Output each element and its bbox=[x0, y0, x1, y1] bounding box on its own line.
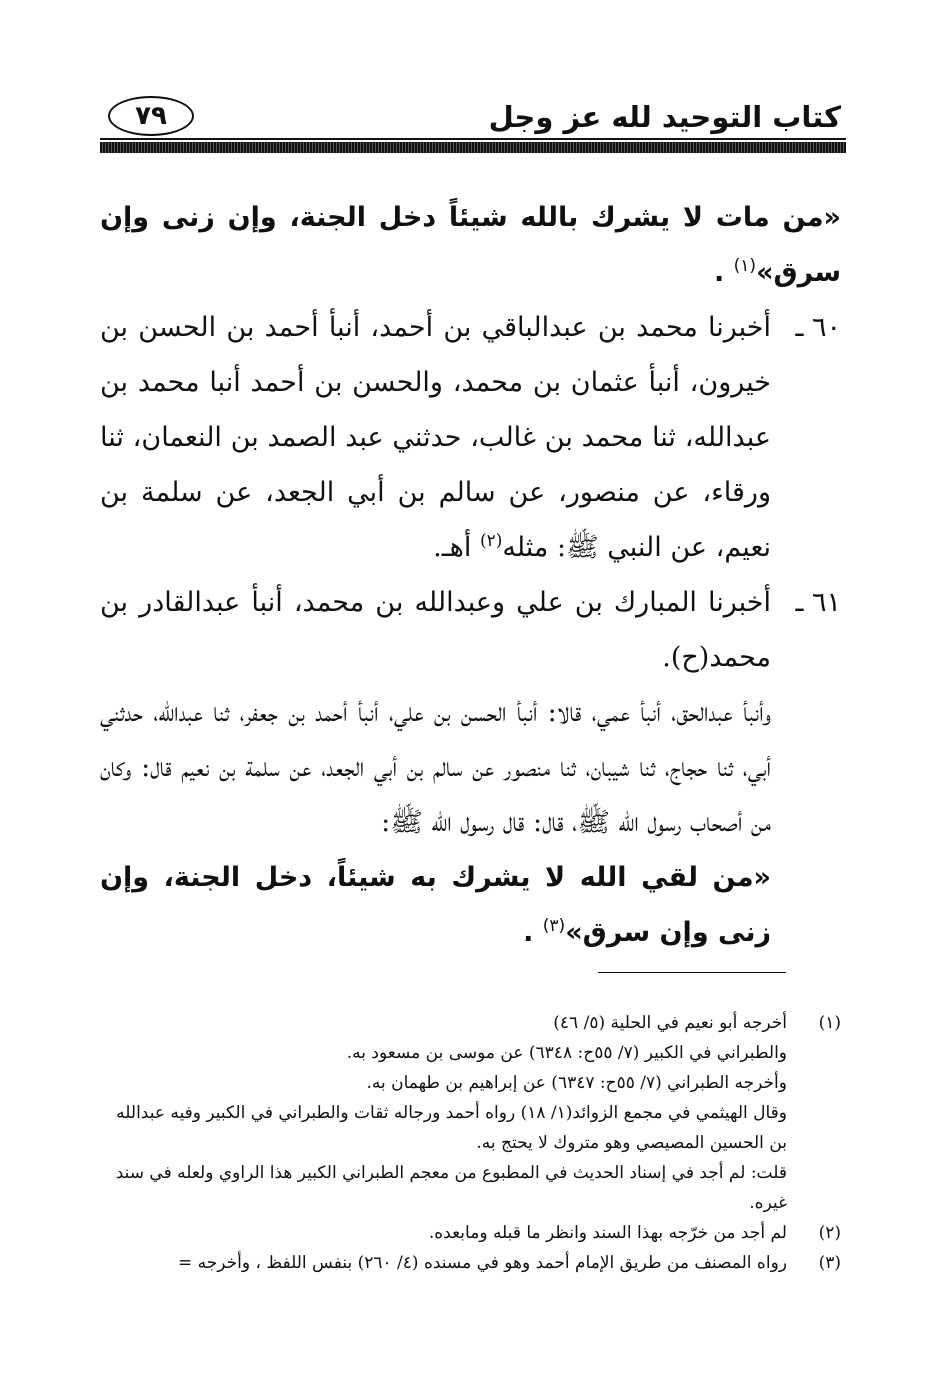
footnote-number: (٢) bbox=[818, 1223, 841, 1243]
header-rule-thick bbox=[100, 142, 846, 153]
isnad-text: أخبرنا المبارك بن علي وعبدالله بن محمد، أنبأ عبدالقادر بن محمد(ح). bbox=[100, 587, 771, 673]
footnote-line: والطبراني في الكبير (٧/ ٥٥ح: ٦٣٤٨) عن موسى بن مسعود به. bbox=[346, 1043, 787, 1063]
isnad-tail: أهـ. bbox=[433, 532, 480, 563]
footnote-ref-2: (٢) bbox=[479, 531, 503, 551]
footnote-line: لم أجد من خرّجه بهذا السند وانظر ما قبله ومابعده. bbox=[428, 1223, 787, 1243]
isnad-continuation: وأنبأ عبدالحق، أنبأ عمي، قالا: أنبأ الحسن بن علي، أنبأ أحمد بن جعفر، ثنا عبدالله، حدثني أبي، ثنا حجاج، ثنا شيبان، ثنا منصور عن سالم بن أبي الجعد، عن سلمة بن نعيم قال: وكان من أصحاب رسول الله ﷺ، قال: قال رسول الله ﷺ: bbox=[100, 697, 771, 838]
main-text bbox=[100, 190, 841, 960]
page-number: ٧٩ bbox=[135, 101, 167, 131]
footnote-1 bbox=[100, 1008, 841, 1218]
footnotes bbox=[100, 1008, 841, 1278]
hadith-number: ٦٠ ـ bbox=[795, 312, 841, 343]
footnote-ref-1: (١) bbox=[733, 256, 757, 276]
hadith-quote: «من لقي الله لا يشرك به شيئاً، دخل الجنة، وإن زنى وإن سرق» bbox=[100, 862, 771, 948]
header-rule-thin bbox=[100, 138, 846, 140]
hadith-text-2 bbox=[100, 850, 841, 960]
footnote-3 bbox=[100, 1248, 841, 1278]
period: . bbox=[713, 257, 734, 288]
footnote-2 bbox=[100, 1218, 841, 1248]
footnote-line: رواه المصنف من طريق الإمام أحمد وهو في مسنده (٤/ ٢٦٠) بنفس اللفظ ، وأخرجه = bbox=[177, 1253, 787, 1273]
footnote-line: قلت: لم أجد في إسناد الحديث في المطبوع من معجم الطبراني الكبير هذا الراوي ولعله في سند غيره. bbox=[115, 1163, 787, 1213]
running-header-title: كتاب التوحيد لله عز وجل bbox=[488, 100, 841, 134]
page-number-badge bbox=[108, 96, 194, 136]
hadith-number: ٦١ ـ bbox=[795, 587, 841, 618]
footnote-line: وقال الهيثمي في مجمع الزوائد(١/ ١٨) رواه أحمد ورجاله ثقات والطبراني في الكبير وفيه عبدالله بن الحسين المصيصي وهو متروك لا يحتج به. bbox=[116, 1103, 787, 1153]
hadith-entry-61 bbox=[100, 575, 841, 685]
footnote-line: وأخرجه الطبراني (٧/ ٥٥ح: ٦٣٤٧) عن إبراهيم بن طهمان به. bbox=[366, 1073, 787, 1093]
footnote-ref-3: (٣) bbox=[542, 916, 566, 936]
footnote-number: (٣) bbox=[818, 1253, 841, 1273]
hadith-quote: «من مات لا يشرك بالله شيئاً دخل الجنة، وإن زنى وإن سرق» bbox=[100, 202, 841, 288]
period: . bbox=[523, 917, 543, 948]
hadith-entry-60 bbox=[100, 300, 841, 575]
footnote-line: أخرجه أبو نعيم في الحلية (٥/ ٤٦) bbox=[553, 1013, 787, 1033]
hadith-text-1 bbox=[100, 190, 841, 300]
footnote-number: (١) bbox=[818, 1013, 841, 1033]
isnad-text: أخبرنا محمد بن عبدالباقي بن أحمد، أنبأ أحمد بن الحسن بن خيرون، أنبأ عثمان بن محمد، والحسن بن أحمد أنبا محمد بن عبدالله، ثنا محمد بن غالب، حدثني عبد الصمد بن النعمان، ثنا ورقاء، عن منصور، عن سالم بن أبي الجعد، عن سلمة بن نعيم، عن النبي ﷺ: مثله bbox=[100, 312, 771, 563]
footnote-separator bbox=[598, 972, 786, 973]
